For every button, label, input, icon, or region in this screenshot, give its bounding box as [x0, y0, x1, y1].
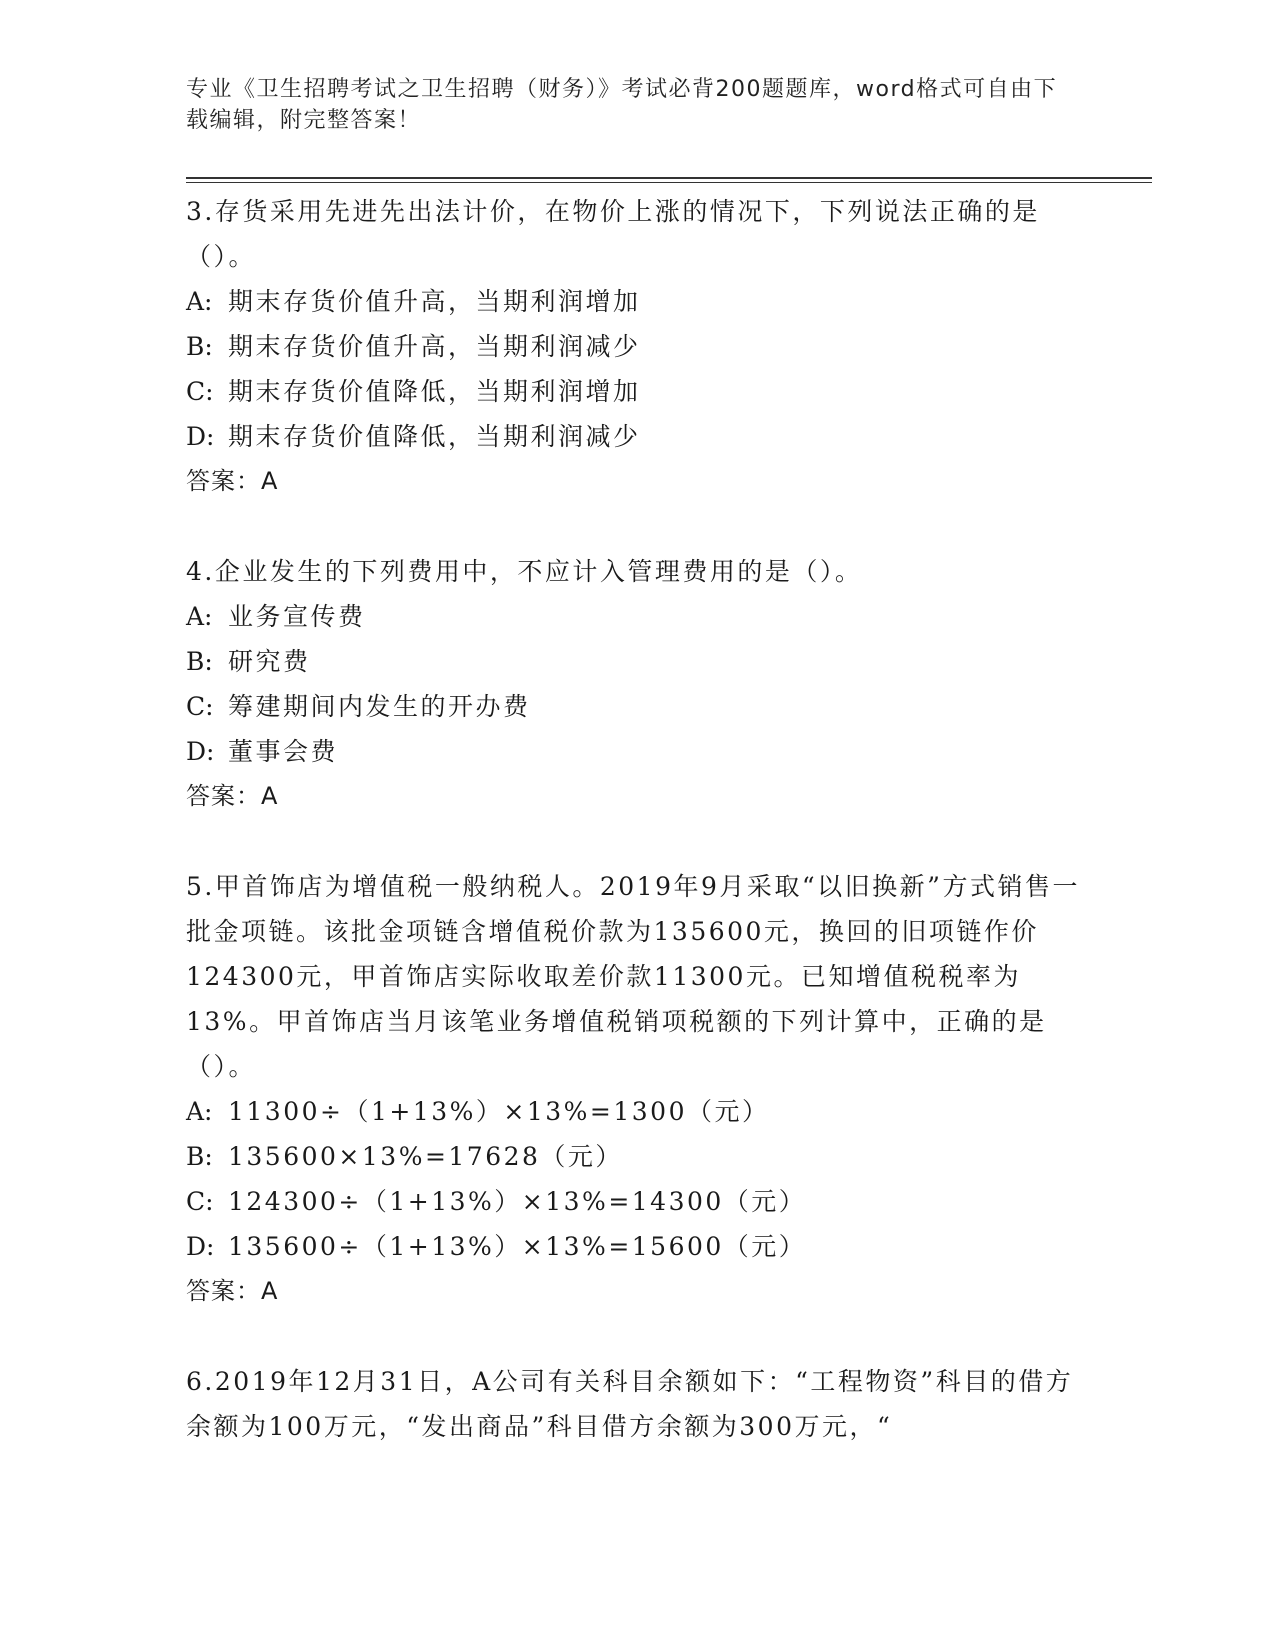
option-letter: C: [186, 692, 214, 721]
option-text: 135600÷（1+13%）×13%=15600（元） [228, 1232, 807, 1261]
question-stem: 5.甲首饰店为增值税一般纳税人。2019年9月采取“以旧换新”方式销售一批金项链。该批金项链含增值税价款为135600元，换回的旧项链作价124300元，甲首饰店实际收取差价款11300元。已知增值税税率为13%。甲首饰店当月该笔业务增值税销项税额的下列计算中，正确的是（）。 [186, 872, 1080, 1081]
option-letter: B: [186, 1142, 213, 1171]
header-divider-thin [186, 182, 1152, 183]
option-c [186, 1179, 1086, 1224]
answer-line: 答案：A [186, 1277, 279, 1305]
option-letter: D: [186, 1232, 215, 1261]
option-text: 研究费 [228, 647, 311, 676]
option-c [186, 684, 1086, 729]
option-text: 期末存货价值升高，当期利润增加 [228, 287, 641, 316]
page-header: 专业《卫生招聘考试之卫生招聘（财务）》考试必背200题题库，word格式可自由下载编辑，附完整答案！ [186, 77, 1058, 133]
question-stem: 3.存货采用先进先出法计价，在物价上涨的情况下，下列说法正确的是（）。 [186, 197, 1040, 271]
option-letter: C: [186, 377, 214, 406]
question-stem: 4.企业发生的下列费用中，不应计入管理费用的是（）。 [186, 557, 863, 586]
option-c [186, 369, 1086, 414]
option-d [186, 729, 1086, 774]
option-text: 124300÷（1+13%）×13%=14300（元） [228, 1187, 807, 1216]
answer-line: 答案：A [186, 467, 279, 495]
option-text: 董事会费 [228, 737, 339, 766]
question-6 [186, 1359, 1086, 1449]
question-5 [186, 864, 1086, 1314]
option-letter: A: [186, 287, 213, 316]
question-list [186, 189, 1086, 1494]
option-letter: D: [186, 737, 215, 766]
option-a [186, 279, 1086, 324]
option-b [186, 324, 1086, 369]
option-letter: A: [186, 602, 213, 631]
option-letter: B: [186, 647, 213, 676]
header-divider [186, 177, 1152, 179]
option-d [186, 1224, 1086, 1269]
option-a [186, 594, 1086, 639]
answer-line: 答案：A [186, 782, 279, 810]
option-letter: B: [186, 332, 213, 361]
option-text: 业务宣传费 [228, 602, 366, 631]
option-text: 期末存货价值降低，当期利润减少 [228, 422, 641, 451]
option-a [186, 1089, 1086, 1134]
option-text: 11300÷（1+13%）×13%=1300（元） [228, 1097, 770, 1126]
option-text: 期末存货价值降低，当期利润增加 [228, 377, 641, 406]
option-letter: C: [186, 1187, 214, 1216]
option-letter: D: [186, 422, 215, 451]
option-letter: A: [186, 1097, 213, 1126]
option-text: 筹建期间内发生的开办费 [228, 692, 531, 721]
question-stem: 6.2019年12月31日，A公司有关科目余额如下：“工程物资”科目的借方余额为100万元，“发出商品”科目借方余额为300万元，“ [186, 1367, 1074, 1441]
option-b [186, 639, 1086, 684]
option-d [186, 414, 1086, 459]
option-b [186, 1134, 1086, 1179]
option-text: 135600×13%=17628（元） [228, 1142, 623, 1171]
question-3 [186, 189, 1086, 504]
option-text: 期末存货价值升高，当期利润减少 [228, 332, 641, 361]
question-4 [186, 549, 1086, 819]
